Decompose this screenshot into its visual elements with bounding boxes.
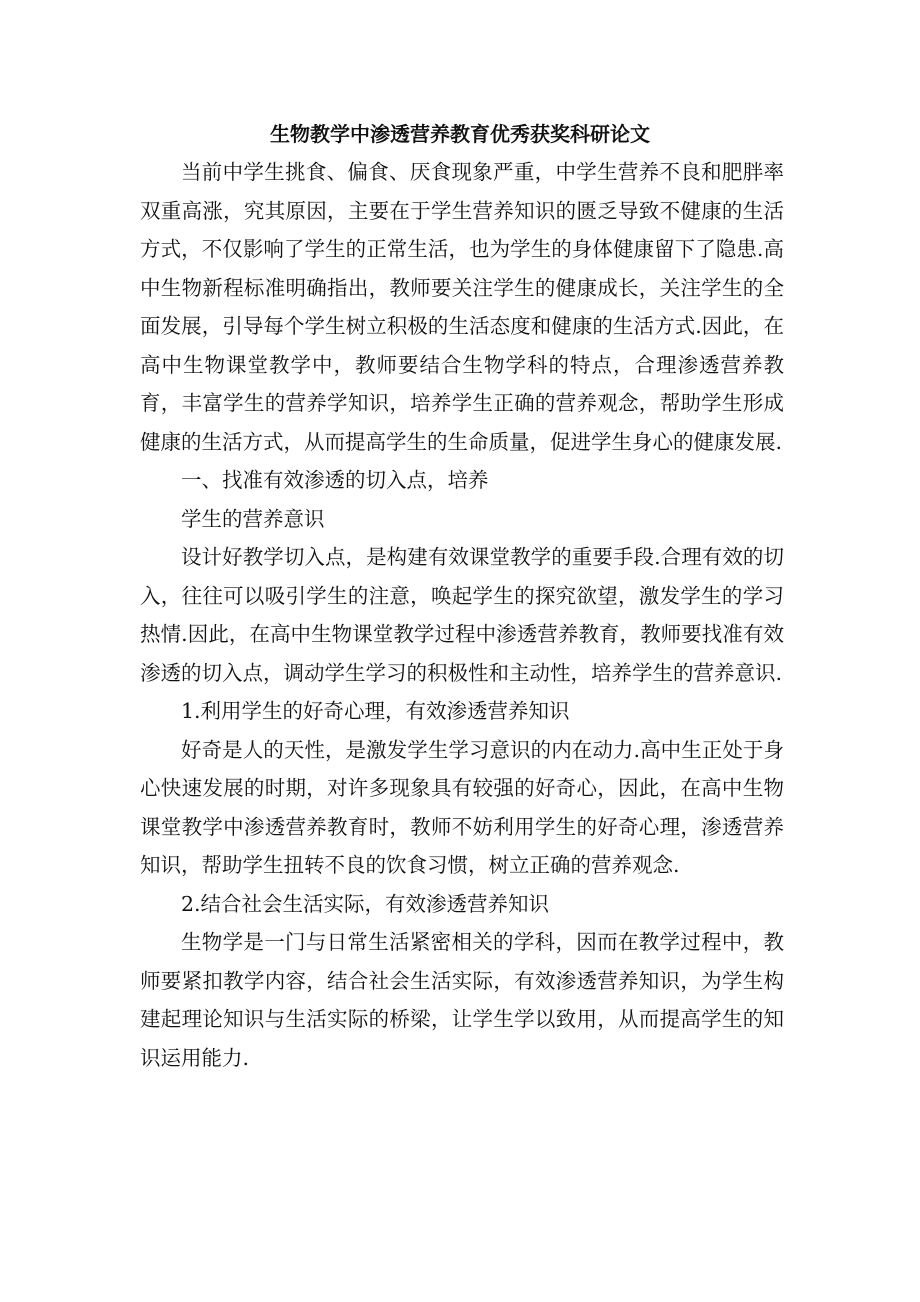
subheading-1: 1.利用学生的好奇心理，有效渗透营养知识 [181,699,570,723]
paragraph-subsection-1: 好奇是人的天性，是激发学生学习意识的内在动力.高中生正处于身心快速发展的时期，对许多现象具有较强的好奇心，因此，在高中生物课堂教学中渗透营养教育时，教师不妨利用学生的好奇心理，渗透营养知识，帮助学生扭转不良的饮食习惯，树立正确的营养观念. [140,737,784,877]
section-heading-1-line-2: 学生的营养意识 [181,506,325,531]
document-body [140,153,784,1077]
section-heading-1-line-1: 一、找准有效渗透的切入点，培养 [181,468,489,492]
document-title: 生物教学中渗透营养教育优秀获奖科研论文 [270,122,650,146]
subheading-2: 2.结合社会生活实际，有效渗透营养知识 [181,891,550,916]
paragraph-subsection-2: 生物学是一门与日常生活紧密相关的学科，因而在教学过程中，教师要紧扣教学内容，结合社会生活实际，有效渗透营养知识，为学生构建起理论知识与生活实际的桥梁，让学生学以致用，从而提高学生的知识运用能力. [140,930,784,1070]
paragraph-section-1: 设计好教学切入点，是构建有效课堂教学的重要手段.合理有效的切入，往往可以吸引学生的注意，唤起学生的探究欲望，激发学生的学习热情.因此，在高中生物课堂教学过程中渗透营养教育，教师要找准有效渗透的切入点，调动学生学习的积极性和主动性，培养学生的营养意识. [140,545,784,685]
paragraph-intro: 当前中学生挑食、偏食、厌食现象严重，中学生营养不良和肥胖率双重高涨，究其原因，主要在于学生营养知识的匮乏导致不健康的生活方式，不仅影响了学生的正常生活，也为学生的身体健康留下了隐患.高中生物新程标准明确指出，教师要关注学生的健康成长，关注学生的全面发展，引导每个学生树立积极的生活态度和健康的生活方式.因此，在高中生物课堂教学中，教师要结合生物学科的特点，合理渗透营养教育，丰富学生的营养学知识，培养学生正确的营养观念，帮助学生形成健康的生活方式，从而提高学生的生命质量，促进学生身心的健康发展. [140,160,784,454]
